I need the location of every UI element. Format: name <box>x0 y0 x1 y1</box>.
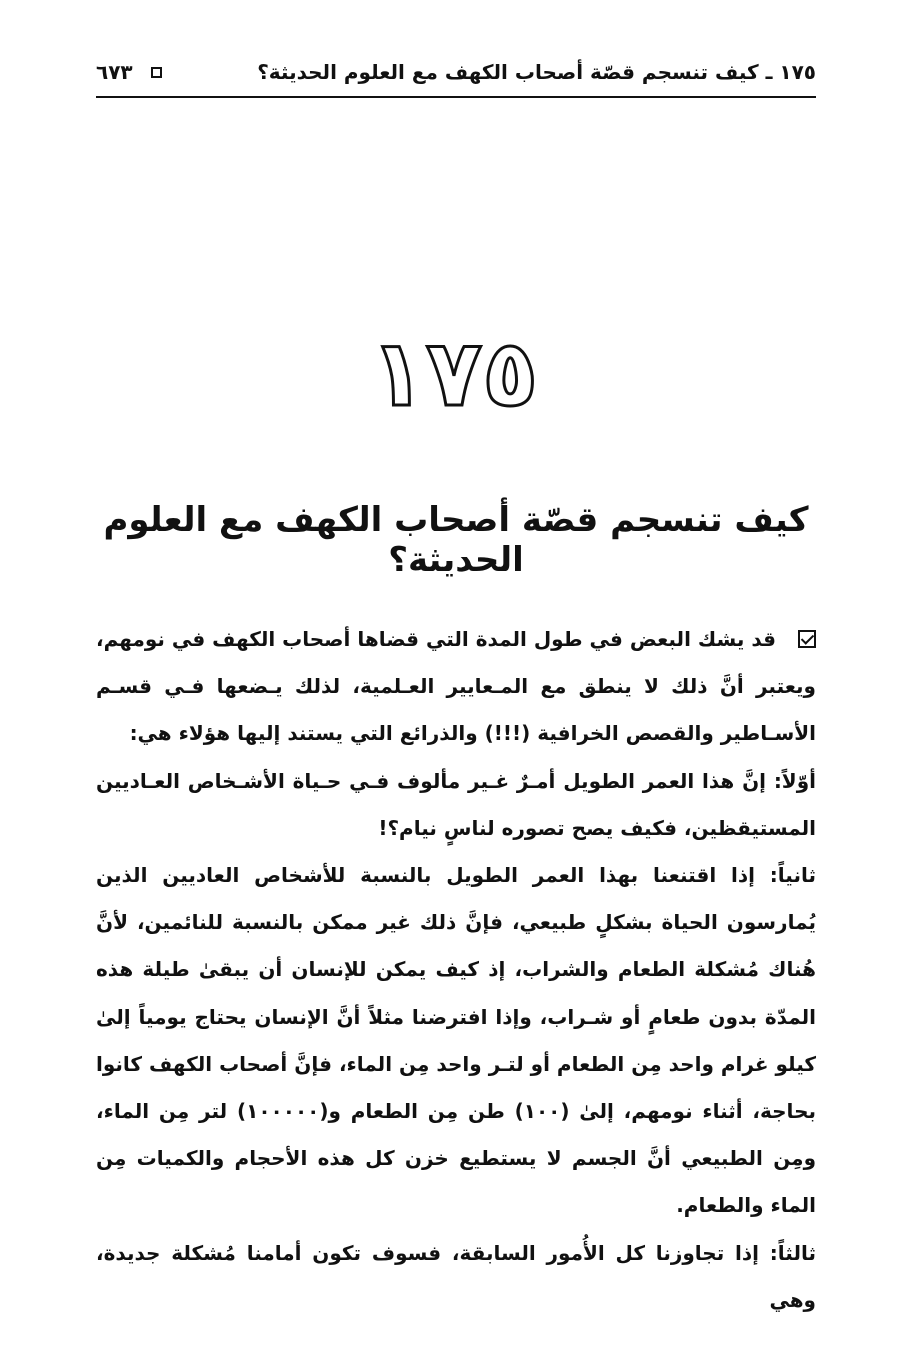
paragraph-first-lead: أوّلاً: <box>773 768 816 793</box>
paragraph-third-lead: ثالثاً: <box>769 1240 816 1265</box>
checkbox-icon <box>798 630 816 648</box>
paragraph-third <box>96 1230 816 1324</box>
header-rule <box>96 96 816 98</box>
chapter-title: كيف تنسجم قصّة أصحاب الكهف مع العلوم الحديثة؟ <box>103 500 809 580</box>
page-number: ٦٧٣ <box>96 60 133 84</box>
chapter-number: ١٧٥ <box>369 320 539 427</box>
running-header <box>96 50 816 94</box>
paragraph-intro-text: قد يشك البعض في طول المدة التي قضاها أصحاب الكهف في نومهم، ويعتبر أنَّ ذلك لا ينطق مع المـعايير العـلمية، لذلك يـضعها فـي قسـم الأسـاطير والقصص الخرافية (!!!) والذرائع التي يستند إليها هؤلاء هي: <box>96 627 816 746</box>
paragraph-first-text: إنَّ هذا العمر الطويل أمـرٌ غـير مألوف فـي حـياة الأشـخاص العـاديين المستيقظين، فكيف يصح تصوره لناسٍ نيام؟! <box>96 768 816 840</box>
header-page-group <box>96 60 162 84</box>
paragraph-intro <box>96 616 816 758</box>
running-title: ١٧٥ ـ كيف تنسجم قصّة أصحاب الكهف مع العلوم الحديثة؟ <box>257 60 816 84</box>
paragraph-third-text: إذا تجاوزنا كل الأُمور السابقة، فسوف تكون أمامنا مُشكلة جديدة، وهي <box>96 1240 816 1312</box>
paragraph-second-lead: ثانياً: <box>769 863 816 888</box>
paragraph-second-text: إذا اقتنعنا بهذا العمر الطويل بالنسبة للأشخاص العاديين الذين يُمارسون الحياة بشكلٍ طبيعي، فإنَّ ذلك غير ممكن بالنسبة للنائمين، لأنَّ هُناك مُشكلة الطعام والشراب، إذ كيف يمكن للإنسان أن يبقىٰ طيلة هذه المدّة بدون طعامٍ أو شـراب، وإذا افترضنا مثلاً أنَّ الإنسان يحتاج يومياً إلىٰ كيلو غرام واحد مِن الطعام أو لتـر واحد مِن الماء، فإنَّ أصحاب الكهف كانوا بحاجة، أثناء نومهم، إلىٰ (١٠٠) طن مِن الطعام و(١٠٠٠٠٠) لتر مِن الماء، ومِن الطبيعي أنَّ الجسم لا يستطيع خزن كل هذه الأحجام والكميات مِن الماء والطعام. <box>96 863 816 1218</box>
paragraph-second <box>96 852 816 1230</box>
square-ornament-icon <box>151 67 162 78</box>
paragraph-first <box>96 758 816 852</box>
body-text <box>96 616 816 1324</box>
